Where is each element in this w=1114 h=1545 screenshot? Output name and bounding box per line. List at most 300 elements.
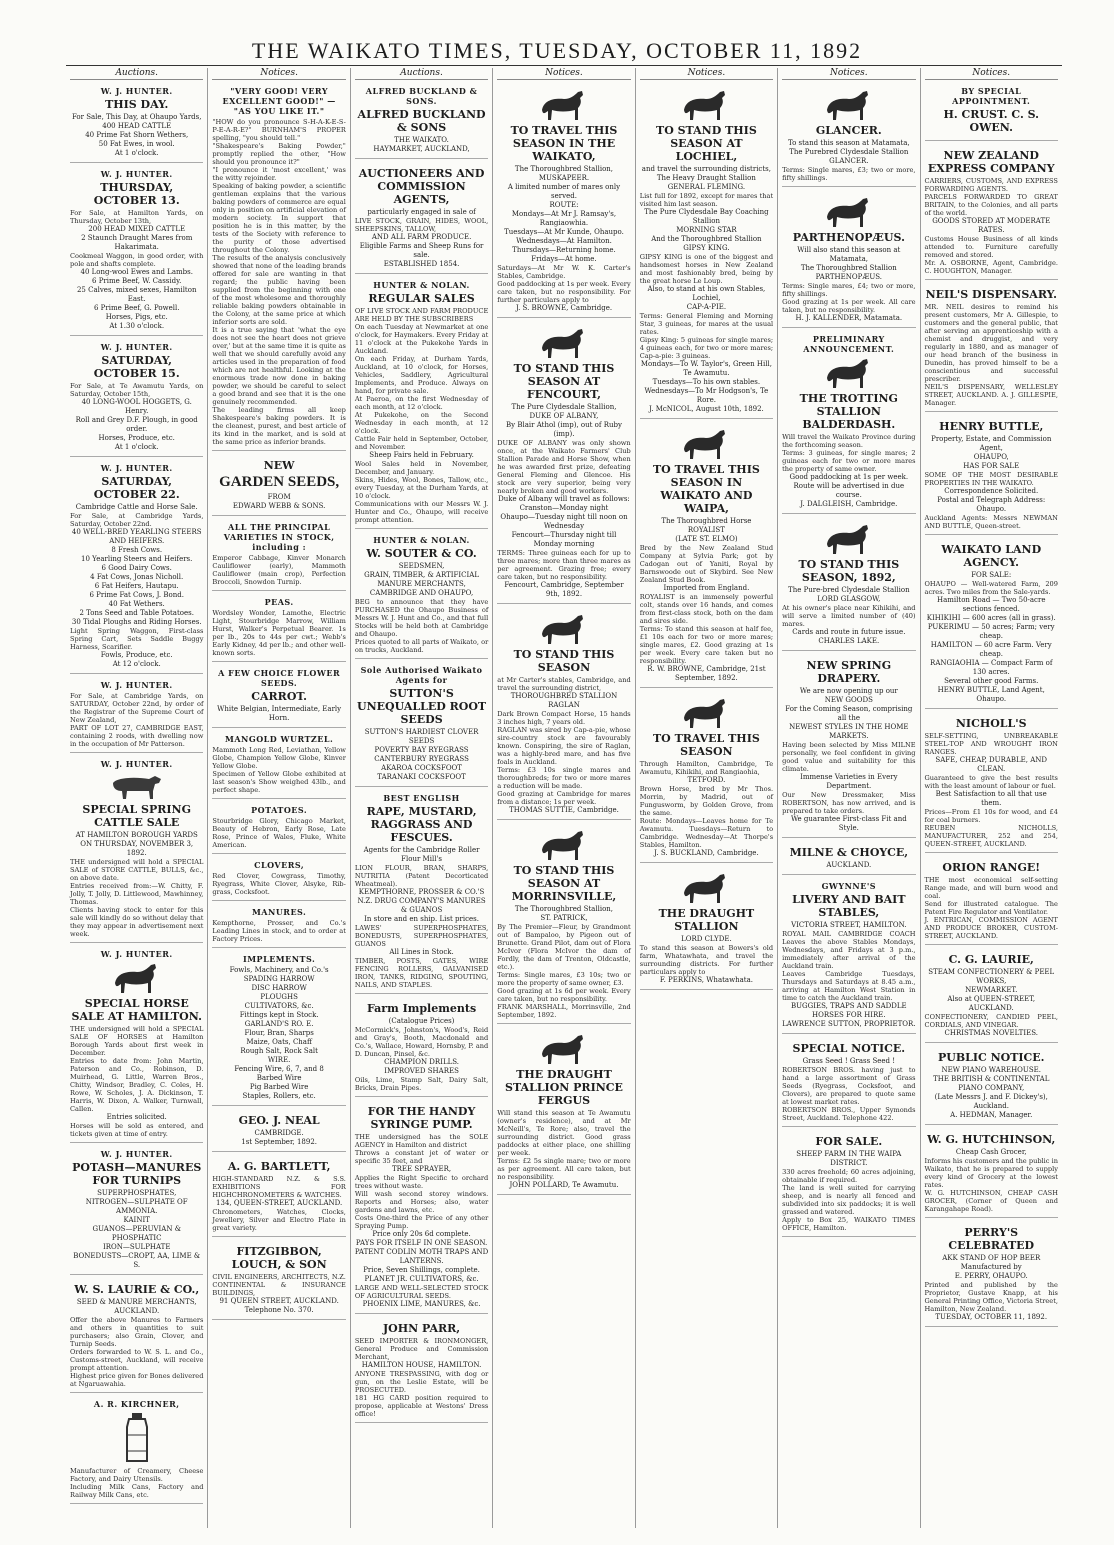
ad-text-line: TERMS: Three guineas each for up to three mares; more than three mares as per agreement. Grazing free; every care taken, but no responsibility.	[497, 549, 631, 581]
ad-title: THE DRAUGHT STALLION PRINCE FERGUS	[505, 1068, 623, 1107]
advertisement	[497, 1027, 630, 1195]
ad-text-line: Our New Dressmaker, Miss ROBERTSON, has now arrived, and is prepared to take orders.	[782, 791, 916, 815]
ad-title: SATURDAY, OCTOBER 22.	[93, 475, 180, 501]
column-4	[492, 68, 634, 1528]
ad-text-line: Horses will be sold as entered, and tickets given at time of entry.	[70, 1122, 204, 1138]
ad-text-line: W. G. HUTCHINSON, CHEAP CASH GROCER, (Corner of Queen and Karangahape Road).	[924, 1189, 1058, 1213]
ad-text-line: BEG to announce that they have PURCHASED the Ohaupo Business of Messrs W. J. Hunt and Co., and that full Stocks will be held both at Cambridge and Ohaupo.	[354, 598, 489, 638]
ad-text-line: VICTORIA STREET, HAMILTON.	[791, 921, 907, 929]
ad-text-line: Good grazing at 1s 6d per week. Every care taken, but no responsibility.	[497, 987, 631, 1003]
ad-title: PARTHENOPÆUS.	[792, 231, 905, 244]
ad-text-line: LAWES' SUPERPHOSPHATES, BONEDUSTS, SUPERPHOSPHATES, GUANOS	[354, 924, 489, 948]
ad-text-line: Wednesdays—To Mr Hodgson's, Te Rore.	[644, 387, 769, 404]
ad-title: FITZGIBBON, LOUCH, & SON	[231, 1245, 327, 1271]
advertisement	[782, 517, 915, 651]
ad-text-line: 91 QUEEN STREET, AUCKLAND.	[219, 1297, 339, 1305]
ad-text-line: Duke of Albany will travel as follows:	[498, 495, 630, 503]
ad-title: TO STAND THIS SEASON AT MORRINSVILLE,	[511, 864, 617, 903]
ad-text-line: NITROGEN—SULPHATE OF AMMONIA.	[85, 1198, 188, 1215]
advertisement	[782, 1130, 915, 1237]
ad-text-line: at Mr Carter's stables, Cambridge, and travel the surrounding district,	[497, 676, 631, 692]
advertisement	[212, 665, 345, 728]
ad-text-line: 40 Fat Wethers.	[108, 600, 165, 608]
advertisement	[212, 1240, 345, 1320]
ad-text-line: Immense Varieties in Every Department.	[800, 773, 898, 790]
ad-text-line: Good paddocking at 1s per week. Every care taken, but no responsibility. For further particulars apply to	[497, 280, 631, 304]
ad-text-line: AUCKLAND.	[826, 861, 872, 869]
ad-text-line: Will also stand this season at Matamata,	[797, 246, 901, 263]
ad-heading: POTATOES.	[251, 805, 308, 815]
ad-text-line: GRAIN, TIMBER, & ARTIFICIAL MANURE MERCHANTS,	[364, 571, 480, 588]
ad-text-line: particularly engaged in sale of	[367, 208, 476, 216]
ad-heading: "VERY GOOD! VERY EXCELLENT GOOD!" — "AS YOU LIKE IT."	[222, 86, 336, 116]
ad-text-line: Maize, Oats, Chaff	[246, 1038, 312, 1046]
ad-text-line: CULTIVATORS, &c.	[244, 1002, 314, 1010]
ad-title: SUTTON'S UNEQUALLED ROOT SEEDS	[356, 687, 487, 726]
column-1	[66, 68, 207, 1528]
advertisement	[640, 83, 773, 419]
advertisement	[212, 594, 345, 662]
ad-title: HENRY BUTTLE,	[939, 420, 1044, 433]
advertisement	[355, 162, 488, 274]
ad-heading: Sole Authorised Waikato Agents for	[360, 665, 483, 685]
ad-text-line: Terms: To stand this season at half fee, £1 10s each for two or more mares; single mares, £2. Good grazing at 1s per week. Every care taken but no responsibility.	[639, 625, 774, 665]
ad-text-line: Brown Horse, bred by Mr Thos. Morrin, by Madrid, out of Fungusworm, by Golden Grove, from the same.	[639, 785, 774, 817]
column-heading: Notices.	[925, 68, 1058, 80]
ad-text-line: THE undersigned will hold a SPECIAL SALE of STORE CATTLE, BULLS, &c., on above date.	[70, 858, 204, 882]
ad-text-line: OF LIVE STOCK AND FARM PRODUCE ARE HELD BY THE SUBSCRIBERS	[354, 307, 489, 323]
ad-heading: HUNTER & NOLAN.	[373, 535, 470, 545]
ad-text-line: For Sale, at Cambridge Yards, on SATURDAY, October 22nd, by order of the Registrar of the Supreme Court of New Zealand,	[70, 692, 204, 724]
ad-title: W. S. LAURIE & CO.,	[74, 1283, 200, 1296]
ad-text-line: DUKE OF ALBANY was only shown once, at the Waikato Farmers' Club Stallion Parade and Horse Show, when he was awarded first prize, defeating General Fleming and Glencoe. His stock are very superior, being very nearly broken and good workers.	[497, 439, 631, 495]
advertisement	[782, 190, 915, 328]
ad-title: POTASH—MANURES FOR TURNIPS	[72, 1161, 202, 1187]
ad-text-line: 25 Calves, mixed sexes, Hamilton East.	[76, 286, 197, 303]
ad-text-line: Highest price given for Bones delivered at Ngaruawahia.	[70, 1372, 204, 1388]
ad-text-line: Good grazing at 1s per week. All care taken, but no responsibility.	[782, 298, 916, 314]
ad-text-line: HAYMARKET, AUCKLAND,	[373, 145, 470, 153]
ad-text-line: Dark Brown Compact Horse, 15 hands 3 inches high, 7 years old.	[497, 710, 631, 726]
advertisement	[925, 144, 1058, 280]
ad-text-line: H. J. KALLENDER, Matamata.	[795, 314, 903, 322]
ad-text-line: Throws a constant jet of water or specific 35 feet, and	[354, 1149, 489, 1165]
ad-heading: HUNTER & NOLAN.	[373, 280, 470, 290]
ad-text-line: LORD GLASGOW,	[817, 595, 881, 603]
ad-text-line: Fowls, Machinery, and Co.'s	[229, 966, 329, 974]
ad-text-line: Kempthorne, Prosser, and Co.'s Leading Lines in stock, and to order at Factory Prices.	[212, 919, 346, 943]
ad-text-line: 400 HEAD CATTLE	[102, 122, 172, 130]
ad-title: FOR SALE.	[815, 1135, 883, 1148]
ad-text-line: At Pukekohe, on the Second Wednesday in each month, at 12 o'clock.	[354, 411, 489, 435]
ad-text-line: PATENT CODLIN MOTH TRAPS AND LANTERNS.	[354, 1248, 489, 1265]
ad-text-line: HENRY BUTTLE, Land Agent, Ohaupo.	[937, 686, 1045, 703]
horse-engraving-icon	[497, 1032, 630, 1066]
ad-text-line: J. S. BUCKLAND, Cambridge.	[654, 849, 759, 857]
ad-text-line: Price only 20s 6d complete.	[372, 1230, 471, 1238]
advertisement	[70, 1396, 203, 1504]
ad-text-line: Applies the Right Specific to orchard trees without waste.	[354, 1174, 489, 1190]
ad-text-line: Imported from England.	[663, 584, 750, 592]
ad-heading: BY SPECIAL APPOINTMENT.	[952, 86, 1031, 106]
ad-text-line: ROBERTSON BROS., Upper Symonds Street, Auckland. Telephone 422.	[782, 1106, 916, 1122]
ad-text-line: Leaves Cambridge Tuesdays, Thursdays and Saturdays at 8.45 a.m., arriving at Hamilton West Station in time to catch the Auckland train.	[782, 970, 916, 1002]
ad-text-line: A limited number of mares only served.	[507, 183, 621, 200]
ad-text-line: The Pure-bred Clydesdale Stallion	[788, 586, 910, 594]
ad-title: NEW ZEALAND EXPRESS COMPANY	[927, 149, 1055, 175]
advertisement	[925, 712, 1058, 853]
horse-engraving-icon	[497, 612, 630, 646]
ad-text-line: Informs his customers and the public in Waikato, that he is prepared to supply every kind of Grocery at the lowest rates.	[924, 1157, 1058, 1189]
ad-text-line: CAP-A-PIE.	[686, 303, 727, 311]
ad-text-line: LARGE AND WELL-SELECTED STOCK OF AGRICULTURAL SEEDS.	[354, 1284, 489, 1300]
ad-text-line: THE WAIKATO.	[394, 136, 449, 144]
ad-text-line: CIVIL ENGINEERS, ARCHITECTS, N.Z. CONTINENTAL & INSURANCE BUILDINGS,	[212, 1273, 346, 1297]
advertisement	[355, 1317, 488, 1423]
advertisement	[70, 1146, 203, 1275]
ad-heading: PRELIMINARY ANNOUNCEMENT.	[803, 334, 895, 354]
ad-text-line: Sheep Fairs held in February.	[369, 451, 474, 459]
ad-text-line: Fridays—At home.	[531, 255, 597, 263]
ad-text-line: Barbed Wire	[256, 1074, 302, 1082]
ad-text-line: To stand this season at Bowers's old farm, Whatawhata, and travel the surrounding districts. For further particulars apply to	[639, 944, 774, 976]
advertisement	[70, 83, 203, 163]
ad-text-line: Will wash second storey windows. Reports and Horses; also, water gardens and lawns, etc.	[354, 1190, 489, 1214]
advertisement	[70, 946, 203, 1143]
ad-text-line: Tuesdays—At Mr Kunde, Ohaupo.	[504, 228, 624, 236]
ad-text-line: Auckland Agents: Messrs NEWMAN AND BUTTLE, Queen-street.	[924, 514, 1058, 530]
ad-text-line: TIMBER, POSTS, GATES, WIRE FENCING ROLLERS, GALVANISED IRON, TANKS, RIDGING, SPOUTING, NAILS, AND STAPLES.	[354, 957, 489, 989]
ad-text-line: PART OF LOT 27, CAMBRIDGE EAST, containing 2 roods, with dwelling now in the occupation of Mr Patterson.	[70, 724, 204, 748]
ad-title: ALFRED BUCKLAND & SONS	[357, 108, 486, 134]
ad-text-line: The leading firms all keep Shakespeare's baking powders. It is the cleanest, purest, and best article of its kind in the market, and is sold at the same price as inferior brands.	[212, 406, 346, 446]
ad-text-line: 2 Tons Seed and Table Potatoes.	[79, 609, 194, 617]
horse-engraving-icon	[497, 326, 630, 360]
ad-heading: ALFRED BUCKLAND & SONS.	[365, 86, 478, 106]
ad-text-line: THE undersigned will hold a SPECIAL SALE OF HORSES at Hamilton Borough Yards about first week in December.	[70, 1025, 204, 1057]
ad-text-line: Stourbridge Glory, Chicago Market, Beauty of Hebron, Early Rose, Late Rose, Prince of Wales, Fluke, White American.	[212, 817, 346, 849]
ad-title: SATURDAY, OCTOBER 15.	[93, 354, 180, 380]
advertisement	[925, 948, 1058, 1043]
ad-display-title: GARDEN SEEDS,	[219, 474, 340, 490]
ad-text-line: PLOUGHS	[260, 993, 298, 1001]
advertisement	[782, 654, 915, 838]
ad-text-line: Best Satisfaction to all that use them.	[935, 790, 1047, 807]
ad-text-line: BONEDUSTS—CROPT, AA, LIME & S.	[73, 1252, 201, 1269]
advertisement	[212, 857, 345, 901]
ad-text-line: Good grazing at Cambridge for mares from a distance; 1s per week.	[497, 790, 631, 806]
ad-text-line: Skins, Hides, Wool, Bones, Tallow, etc., every Tuesday, at the Durham Yards, at 10 o'clock.	[354, 476, 489, 500]
ad-text-line: and travel the surrounding districts,	[641, 165, 771, 173]
ad-title: SPECIAL NOTICE.	[792, 1042, 906, 1055]
ad-text-line: Horses, Pigs, etc.	[105, 313, 168, 321]
ad-text-line: To stand this season at Matamata,	[787, 139, 910, 147]
advertisement	[70, 460, 203, 674]
ad-heading: W. J. HUNTER.	[100, 759, 173, 769]
ad-text-line: "Shakespeare's Baking Powder," promptly replied the other, "How should you pronounce it?"	[212, 142, 346, 166]
ad-text-line: R. W. BROWNE, Cambridge, 21st September, 1892.	[647, 665, 766, 682]
ad-text-line: 6 Good Dairy Cows.	[101, 564, 172, 572]
ad-text-line: HIGH-STANDARD N.Z. & S.S. EXHIBITIONS FOR HIGHCHRONOMETERS & WATCHES.	[212, 1175, 346, 1199]
ad-text-line: MUSKAPEER.	[538, 174, 590, 182]
ad-text-line: IRON—SULPHATE	[102, 1243, 171, 1251]
ad-text-line: MR. NEIL desires to remind his present customers, Mr A. Gillespie, to customers and the general public, that after serving an apprenticeship with a chemist and druggist, and very regularly in 1880, and as manager of our head branch of the business in Dunedin, has proved himself to be a conscientious and successful prescriber.	[924, 303, 1058, 383]
horse-engraving-icon	[70, 961, 203, 995]
ad-text-line: GLANCER.	[829, 157, 869, 165]
ad-text-line: CHRISTMAS NOVELTIES.	[944, 1029, 1038, 1037]
column-5	[635, 68, 777, 1528]
advertisement	[782, 841, 915, 875]
ad-text-line: Mr. A. OSBORNE, Agent, Cambridge. C. HOUGHTON, Manager.	[924, 259, 1058, 275]
ad-heading: ALL THE PRINCIPAL VARIETIES IN STOCK, including :	[223, 522, 335, 552]
ad-title: MILNE & CHOYCE,	[789, 846, 909, 859]
ad-heading: MANGOLD WURTZEL.	[224, 734, 334, 744]
horse-engraving-icon	[497, 88, 630, 122]
ad-text-line: AT HAMILTON BOROUGH YARDS	[75, 831, 198, 839]
ad-text-line: REUBEN NICHOLLS, MANUFACTURER, 252 and 254, QUEEN-STREET, AUCKLAND.	[924, 824, 1058, 848]
ad-text-line: Wordsley Wonder, Lamothe, Electric Light, Stourbridge Marrow, William Hurst, Walker's Perpetual Bearer. 1s per lb., 20s to 44s per cwt.; Webb's Early Kidney, 4d per lb.; and other well-known sorts.	[212, 609, 346, 657]
ad-text-line: KAINIT	[123, 1216, 150, 1224]
column-7	[920, 68, 1062, 1528]
ad-text-line: 181 HG CARD position required to propose, applicable at Westons' Dress office!	[354, 1394, 489, 1418]
ad-heading: A FEW CHOICE FLOWER SEEDS.	[218, 668, 341, 688]
ad-text-line: LIVE STOCK, GRAIN, HIDES, WOOL, SHEEPSKINS, TALLOW,	[354, 217, 489, 233]
ad-text-line: SUTTON'S HARDIEST CLOVER SEEDS	[364, 728, 479, 745]
advertisement	[212, 454, 345, 516]
ad-text-line: GARLAND'S RO. E.	[244, 1020, 314, 1028]
ad-title: TO TRAVEL THIS SEASON	[652, 732, 760, 758]
ad-text-line: 50 Fat Ewes, in wool.	[98, 140, 175, 148]
ad-text-line: TREE SPRAYER,	[391, 1165, 452, 1173]
ad-text-line: Fittings kept in Stock.	[239, 1011, 319, 1019]
ad-text-line: Terms: Single mares, £3 10s; two or more the property of same owner, £3.	[497, 971, 631, 987]
horse-engraving-icon	[640, 871, 773, 905]
ad-text-line: DUKE OF ALBANY,	[529, 412, 599, 420]
ad-text-line: NEWMARKET.	[965, 986, 1018, 994]
ad-text-line: Terms: General Fleming and Morning Star, 3 guineas, for mares at the usual rates.	[639, 312, 774, 336]
ad-text-line: 6 Fat Heifers, Hautapu.	[94, 582, 179, 590]
ad-text-line: Mondays—At Mr J. Ramsay's, Rangiaowhia.	[511, 210, 617, 227]
ad-title: TO STAND THIS SEASON AT FENCOURT,	[513, 362, 615, 401]
cattle-engraving-icon	[70, 771, 203, 801]
ad-text-line: Eligible Farms and Sheep Runs for sale.	[359, 242, 484, 259]
ad-heading: W. J. HUNTER.	[100, 463, 173, 473]
ad-text-line: At Paeroa, on the first Wednesday of each month, at 12 o'clock.	[354, 395, 489, 411]
ad-text-line: Fencourt—Thursday night till Monday morning	[511, 531, 617, 548]
ad-text-line: Mondays—To W. Taylor's, Green Hill, Te Awamutu.	[640, 360, 772, 377]
ad-text-line: PARCELS FORWARDED TO GREAT BRITAIN, to the Colonies, and all parts of the world.	[924, 193, 1058, 217]
advertisement	[355, 532, 488, 659]
ad-text-line: Terms: Single mares, £4; two or more, fifty shillings.	[782, 282, 916, 298]
ad-text-line: At 1 o'clock.	[114, 149, 159, 157]
ad-text-line: Through Hamilton, Cambridge, Te Awamutu, Kihikihi, and Rangiaohia,	[639, 760, 774, 776]
ad-heading: GWYNNE'S	[821, 881, 877, 891]
advertisement	[212, 1155, 345, 1237]
ad-text-line: Cranston—Monday night	[519, 504, 609, 512]
ad-text-line: BUGGIES, TRAPS AND SADDLE HORSES FOR HIRE.	[790, 1002, 907, 1019]
ad-text-line: Correspondence Solicited.	[944, 487, 1039, 495]
ad-title: JOHN PARR,	[382, 1322, 461, 1335]
ad-text-line: CHARLES LAKE.	[818, 637, 880, 645]
ad-text-line: OHAUPO,	[973, 453, 1009, 461]
ad-text-line: PUKERIMU — 50 acres; Farm; very cheap.	[927, 623, 1055, 640]
ad-title: WAIKATO LAND AGENCY.	[941, 543, 1042, 569]
column-heading: Notices.	[212, 68, 345, 80]
ad-text-line: CAMBRIDGE.	[254, 1129, 304, 1137]
ad-text-line: ROYALIST	[687, 526, 725, 534]
ad-title: REGULAR SALES	[368, 292, 475, 305]
ad-text-line: Cards and route in future issue.	[792, 628, 906, 636]
horse-engraving-icon	[640, 427, 773, 461]
ad-text-line: SOME OF THE MOST DESIRABLE PROPERTIES IN THE WAIKATO.	[924, 471, 1058, 487]
ad-text-line: Postal and Telegraph Address: Ohaupo.	[937, 496, 1046, 513]
ad-text-line: RAGLAN	[548, 701, 580, 709]
ad-title: PUBLIC NOTICE.	[937, 1051, 1045, 1064]
ad-text-line: (Late Messrs J. and F. Dickey's), Auckland.	[934, 1093, 1048, 1110]
ad-text-line: Having been selected by Miss MILNE personally, we feel confident in giving good value and suitability for this climate.	[782, 741, 916, 773]
ad-text-line: We are now opening up our	[799, 687, 898, 695]
ad-text-line: LORD CLYDE.	[681, 935, 732, 943]
ad-text-line: FROM	[267, 493, 291, 501]
ad-text-line: Manufactured by	[960, 1263, 1022, 1271]
ad-text-line: CANTERBURY RYEGRASS	[374, 755, 469, 763]
ad-title: LIVERY AND BAIT STABLES,	[792, 893, 906, 919]
ad-text-line: RANGIAOHIA — Compact Farm of 130 acres.	[930, 659, 1053, 676]
ad-title: C. G. LAURIE,	[948, 953, 1034, 966]
ad-text-line: The Pure Clydesdale Stallion,	[511, 403, 617, 411]
advertisement	[212, 904, 345, 948]
advertisement	[70, 166, 203, 336]
ad-text-line: THE most economical self-setting Range made, and will burn wood and coal.	[924, 876, 1058, 900]
advertisement	[70, 756, 203, 943]
ad-text-line: GIPSY KING is one of the biggest and handsomest horses in New Zealand and most fashionably bred, being by the great horse Le Loup.	[639, 253, 774, 285]
ad-title: ORION RANGE!	[942, 861, 1041, 874]
ad-text-line: Staples, Rollers, etc.	[242, 1092, 316, 1100]
ad-text-line: Entries solicited.	[106, 1113, 167, 1121]
advertisement	[70, 339, 203, 457]
ad-text-line: The Thoroughbred Horse	[661, 517, 752, 525]
ad-text-line: Will stand this season at Te Awamutu (owner's residence), and at Mr McNeill's, Te Rore; also, travel the surrounding district. Good grass paddocks at either place, one shilling per week.	[497, 1109, 631, 1157]
ad-text-line: 1st September, 1892.	[241, 1138, 318, 1146]
ad-title: TO TRAVEL THIS SEASON IN THE WAIKATO,	[510, 124, 618, 163]
ad-text-line: ROYALIST is an immensely powerful colt, stands over 16 hands, and comes from first-class stock, both on the dam and sires side.	[639, 593, 774, 625]
ad-title: THURSDAY, OCTOBER 13.	[93, 181, 180, 207]
ad-text-line: The Thoroughbred Stallion,	[514, 905, 614, 913]
ad-text-line: ON THURSDAY, NOVEMBER 3, 1892.	[80, 840, 194, 857]
ad-title: H. CRUST. C. S. OWEN.	[943, 108, 1039, 134]
columns-container	[66, 68, 1062, 1528]
column-heading: Notices.	[640, 68, 773, 80]
ad-text-line: NEWEST STYLES IN THE HOME MARKETS.	[789, 723, 909, 740]
ad-title: NEW	[263, 459, 295, 472]
ad-heading: W. J. HUNTER.	[100, 169, 173, 179]
ad-text-line: 6 Prime Beef, G. Powell.	[93, 304, 180, 312]
ad-text-line: Agents for the Cambridge Roller Flour Mill's	[363, 846, 480, 863]
ad-text-line: Hamilton Road — Two 50-acre sections fenced.	[937, 596, 1046, 613]
ad-text-line: AKAROA COCKSFOOT	[381, 764, 462, 772]
ad-text-line: Wool Sales held in November, December, and January.	[354, 460, 489, 476]
ad-text-line: (LATE ST. ELMO)	[675, 535, 738, 543]
ad-text-line: NEW PIANO WAREHOUSE.	[941, 1066, 1041, 1074]
ad-text-line: Light Spring Waggon, First-class Spring Cart, Sets Saddle Buggy Harness, Scarifier.	[70, 627, 204, 651]
ad-text-line: (Catalogue Prices)	[388, 1017, 455, 1025]
advertisement	[212, 951, 345, 1106]
ad-text-line: KEMPTHORNE, PROSSER & CO.'S	[358, 888, 485, 896]
ad-text-line: THE undersigned has the SOLE AGENCY in Hamilton and district	[354, 1133, 489, 1149]
ad-text-line: Apply to Box 25, WAIKATO TIMES OFFICE, Hamilton.	[782, 1216, 916, 1232]
masthead	[0, 0, 1114, 63]
advertisement	[925, 856, 1058, 945]
ad-text-line: ROUTE:	[549, 201, 579, 209]
ad-title: GEO. J. NEAL	[238, 1114, 320, 1127]
ad-heading: MANURES.	[251, 907, 307, 917]
advertisement	[925, 1128, 1058, 1218]
ad-text-line: THOMAS SUTTIE, Cambridge.	[509, 806, 619, 814]
horse-engraving-icon	[782, 522, 915, 556]
column-6	[777, 68, 919, 1528]
ad-text-line: At 12 o'clock.	[112, 660, 161, 668]
ad-text-line: Terms: £2 5s single mare; two or more as per agreement. All care taken, but no responsibility.	[497, 1157, 631, 1181]
ad-text-line: Prices—From £1 10s for wood, and £4 for coal burners.	[924, 808, 1058, 824]
ad-title: CARROT.	[251, 690, 308, 703]
ad-title: Farm Implements	[366, 1002, 477, 1015]
ad-text-line: HAMILTON HOUSE, HAMILTON.	[361, 1361, 482, 1369]
ad-text-line: 6 Prime Fat Cows, J. Bond.	[89, 591, 184, 599]
ad-text-line: GUANOS—PERUVIAN & PHOSPHATIC	[92, 1225, 181, 1242]
ad-text-line: At his owner's place near Kihikihi, and will serve a limited number of (40) mares.	[782, 604, 916, 628]
ad-text-line: Speaking of baking powder, a scientific gentleman explains that the various baking powders of commerce are equal only in position on artificial elevation of modern society. In support that position he is in this matter, by the tests of the Society with reference to the purity of those advertised throughout the Colony.	[212, 182, 346, 254]
advertisement	[497, 83, 630, 318]
ad-text-line: Prices quoted to all parts of Waikato, or on trucks, Auckland.	[354, 638, 489, 654]
advertisement	[355, 662, 488, 787]
ad-text-line: Cookmeal Waggon, in good order, with pole and shafts complete.	[70, 252, 204, 268]
ad-text-line: Gipsy King: 5 guineas for single mares; 4 guineas each, for two or more mares; Cap-a-pie: 3 guineas.	[639, 336, 774, 360]
ad-text-line: Rough Salt, Rock Salt	[240, 1047, 318, 1055]
ad-text-line: Mammoth Long Red, Leviathan, Yellow Globe, Champion Yellow Globe, Kinver Yellow Globe.	[212, 746, 346, 770]
advertisement	[355, 997, 488, 1097]
ad-text-line: RAGLAN was sired by Cap-a-pie, whose sire-country stock are favourably known. Conspiring, the sire of Raglan, was a highly-bred mare, and has five foals in Auckland.	[497, 726, 631, 766]
masthead-title: THE WAIKATO TIMES, TUESDAY, OCTOBER 11, 1892	[251, 38, 863, 63]
ad-text-line: 40 WELL-BRED YEARLING STEERS AND HEIFERS.	[71, 528, 202, 545]
ad-text-line: The Pure Clydesdale Bay Coaching Stallion	[644, 208, 769, 225]
ad-text-line: Orders forwarded to W. S. L. and Co., Customs-street, Auckland, will receive prompt attention.	[70, 1348, 204, 1372]
ad-text-line: Route: Mondays—Leaves home for Te Awamutu. Tuesdays—Return to Cambridge. Wednesday—At Thorpe's Stables, Hamilton.	[639, 817, 774, 849]
ad-text-line: FRANK MARSHALL, Morrinsville, 2nd September, 1892.	[497, 1003, 631, 1019]
column-heading: Notices.	[497, 68, 630, 80]
ad-text-line: Communications with our Messrs W. J. Hunter and Co., Ohaupo, will receive prompt attention.	[354, 500, 489, 524]
ad-text-line: 6 Prime Beef, W. Cassidy.	[92, 277, 182, 285]
ad-text-line: White Belgian, Intermediate, Early Horn.	[217, 705, 342, 722]
ad-text-line: "HOW do you pronounce S-H-A-K-E-S-P-E-A-R-E?" BURNHAM'S PROPER spelling, "you should tell."	[212, 118, 346, 142]
advertisement	[925, 83, 1058, 141]
ad-text-line: Property, Estate, and Commission Agent,	[931, 435, 1052, 452]
ad-text-line: Terms: £3 10s single mares and thoroughbreds; for two or more mares a reduction will be made.	[497, 766, 631, 790]
ad-text-line: IMPROVED SHARES	[384, 1067, 459, 1075]
ad-text-line: THOROUGHBRED STALLION	[510, 692, 618, 700]
ad-heading: W. J. HUNTER.	[100, 680, 173, 690]
ad-text-line: Tuesdays—To his own stables.	[652, 378, 761, 386]
ad-text-line: "I pronounce it 'most excellent,' was the witty rejoinder.	[212, 166, 346, 182]
ad-text-line: NEIL'S DISPENSARY, WELLESLEY STREET, AUCKLAND. A. J. GILLESPIE, Manager.	[924, 383, 1058, 407]
advertisement	[212, 83, 345, 451]
ad-heading: W. J. HUNTER.	[100, 949, 173, 959]
ad-text-line: Wednesdays—At Hamilton.	[516, 237, 612, 245]
ad-text-line: JOHN POLLARD, Te Awamutu.	[509, 1181, 619, 1189]
ad-text-line: TARANAKI COCKSFOOT	[377, 773, 466, 781]
ad-text-line: Offer the above Manures to Farmers and others in quantities to suit purchasers; also Grain, Clover, and Turnip Seeds.	[70, 1316, 204, 1348]
ad-text-line: Terms: 3 guineas, for single mares; 2 guineas each for two or more mares the property of same owner.	[782, 449, 916, 473]
ad-text-line: All Lines in Stock.	[389, 948, 454, 956]
